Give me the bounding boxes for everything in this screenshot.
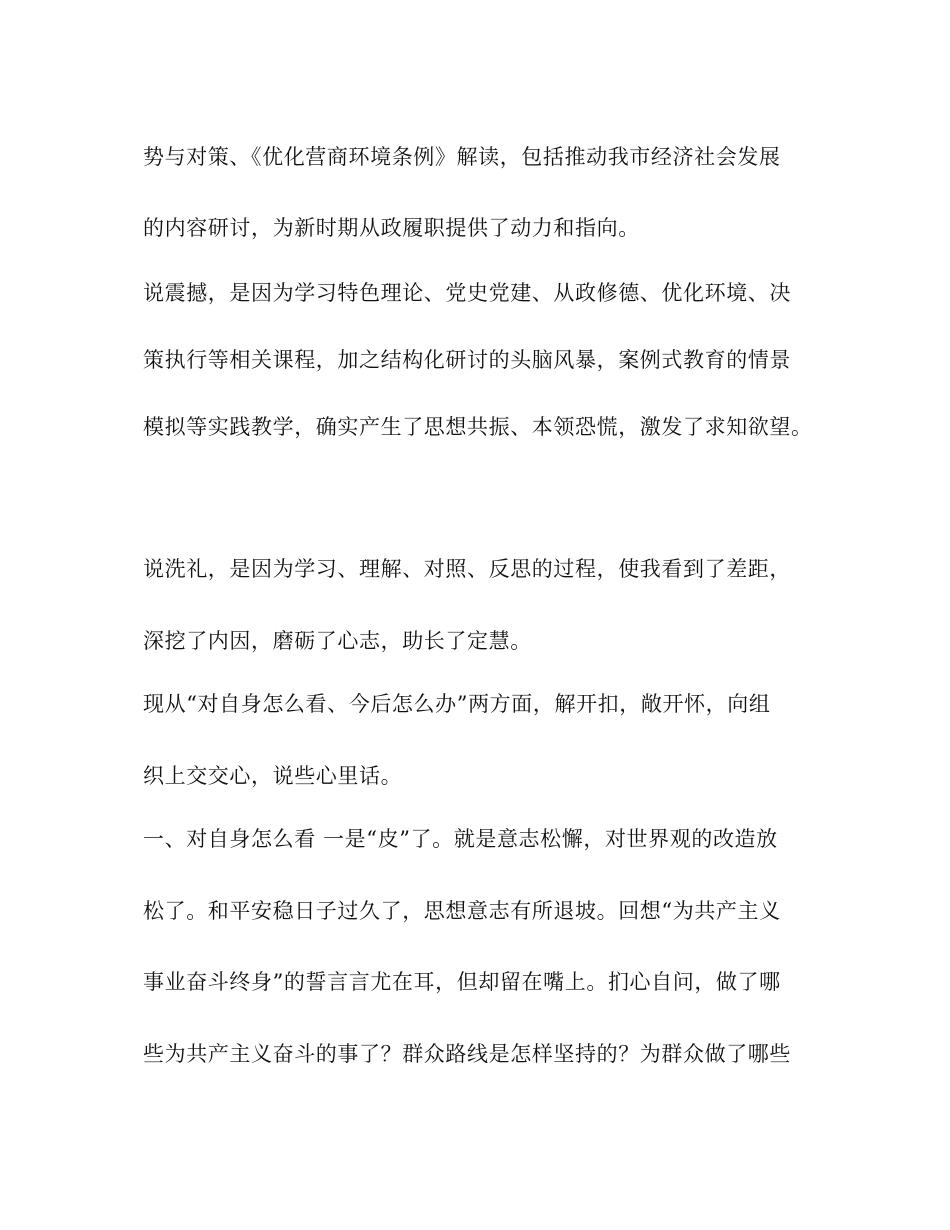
- text-line: 一、对自身怎么看 一是“皮”了。就是意志松懈，对世界观的改造放: [143, 827, 778, 851]
- text-line: 些为共产主义奋斗的事了？群众路线是怎样坚持的？为群众做了哪些: [143, 1042, 791, 1066]
- text-line: 现从“对自身怎么看、今后怎么办”两方面，解开扣，敞开怀，向组: [143, 692, 771, 716]
- text-line: 策执行等相关课程，加之结构化研讨的头脑风暴，案例式教育的情景: [143, 348, 791, 372]
- text-line: 织上交交心，说些心里话。: [143, 764, 403, 788]
- text-line: 松了。和平安稳日子过久了，思想意志有所退坡。回想“为共产主义: [143, 899, 781, 923]
- text-line: 说洗礼，是因为学习、理解、对照、反思的过程，使我看到了差距，: [143, 557, 791, 581]
- text-line: 的内容研讨，为新时期从政履职提供了动力和指向。: [143, 216, 640, 240]
- text-line: 说震撼，是因为学习特色理论、党史党建、从政修德、优化环境、决: [143, 281, 791, 305]
- text-line: 模拟等实践教学，确实产生了思想共振、本领恐慌，激发了求知欲望。: [143, 415, 813, 439]
- text-line: 势与对策、《优化营商环境条例》解读，包括推动我市经济社会发展: [143, 145, 781, 169]
- text-line: 事业奋斗终身”的誓言言尤在耳，但却留在嘴上。扪心自问，做了哪: [143, 970, 781, 994]
- text-line: 深挖了内因，磨砺了心志，助长了定慧。: [143, 629, 532, 653]
